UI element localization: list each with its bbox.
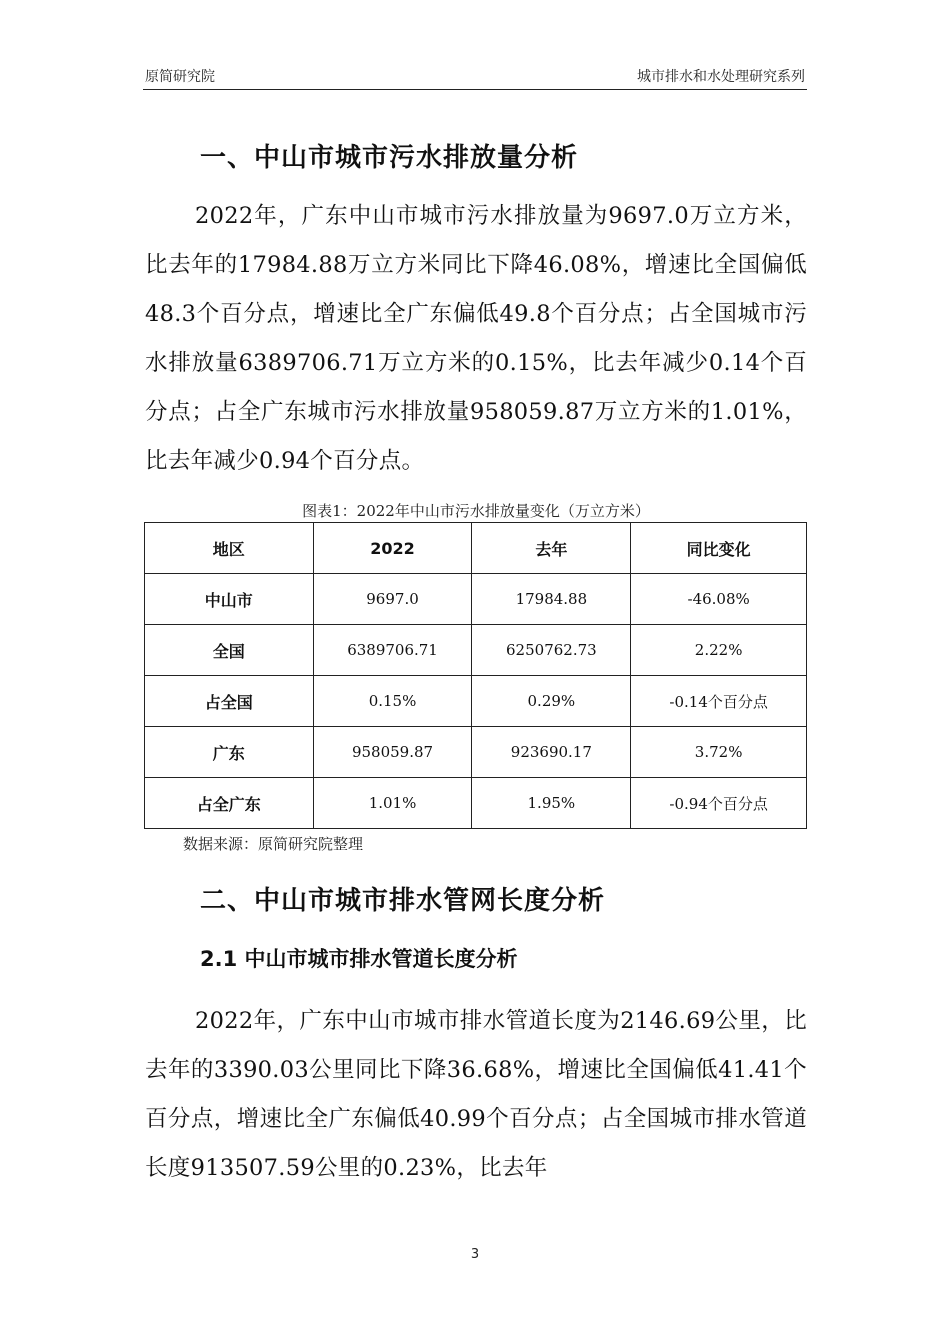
table-row xyxy=(145,778,807,829)
row-label: 全国 xyxy=(145,625,314,676)
table-cell: 958059.87 xyxy=(313,727,472,778)
section2-subtitle: 2.1 中山市城市排水管道长度分析 xyxy=(200,947,518,971)
table-cell: 923690.17 xyxy=(472,727,631,778)
row-label: 占全广东 xyxy=(145,778,314,829)
table-header-row xyxy=(145,523,807,574)
table-cell: -0.94个百分点 xyxy=(631,778,807,829)
table-cell: 2.22% xyxy=(631,625,807,676)
table-cell: 1.95% xyxy=(472,778,631,829)
column-header: 地区 xyxy=(145,523,314,574)
table-cell: 17984.88 xyxy=(472,574,631,625)
column-header: 2022 xyxy=(313,523,472,574)
section2-paragraph: 2022年，广东中山市城市排水管道长度为2146.69公里，比去年的3390.03公里同比下降36.68%，增速比全国偏低41.41个百分点，增速比全广东偏低40.99个百分点；占全国城市排水管道长度913507.59公里的0.23%，比去年 xyxy=(145,1008,807,1181)
page-number: 3 xyxy=(470,1247,480,1262)
row-label: 占全国 xyxy=(145,676,314,727)
table-cell: -0.14个百分点 xyxy=(631,676,807,727)
emissions-table xyxy=(144,522,807,829)
table-cell: -46.08% xyxy=(631,574,807,625)
table-cell: 0.15% xyxy=(313,676,472,727)
table-cell: 9697.0 xyxy=(313,574,472,625)
column-header: 去年 xyxy=(472,523,631,574)
header-publisher: 原简研究院 xyxy=(145,69,215,85)
header-series-title: 城市排水和水处理研究系列 xyxy=(637,69,805,85)
row-label: 中山市 xyxy=(145,574,314,625)
column-header: 同比变化 xyxy=(631,523,807,574)
table-cell: 1.01% xyxy=(313,778,472,829)
table-cell: 6389706.71 xyxy=(313,625,472,676)
section1-title: 一、中山市城市污水排放量分析 xyxy=(200,143,579,173)
row-label: 广东 xyxy=(145,727,314,778)
table-cell: 0.29% xyxy=(472,676,631,727)
table-row xyxy=(145,625,807,676)
table-row xyxy=(145,574,807,625)
page-header xyxy=(145,66,805,88)
table-row xyxy=(145,676,807,727)
header-divider xyxy=(143,89,807,90)
table-caption: 图表1：2022年中山市污水排放量变化（万立方米） xyxy=(302,502,650,520)
table-row xyxy=(145,727,807,778)
section2-title: 二、中山市城市排水管网长度分析 xyxy=(200,886,606,916)
table-cell: 3.72% xyxy=(631,727,807,778)
table-source-note: 数据来源：原简研究院整理 xyxy=(183,835,364,853)
section1-paragraph: 2022年，广东中山市城市污水排放量为9697.0万立方米，比去年的17984.88万立方米同比下降46.08%，增速比全国偏低48.3个百分点，增速比全广东偏低49.8个百分点；占全国城市污水排放量6389706.71万立方米的0.15%，比去年减少0.14个百分点；占全广东城市污水排放量958059.87万立方米的1.01%，比去年减少0.94个百分点。 xyxy=(145,203,807,474)
table-cell: 6250762.73 xyxy=(472,625,631,676)
